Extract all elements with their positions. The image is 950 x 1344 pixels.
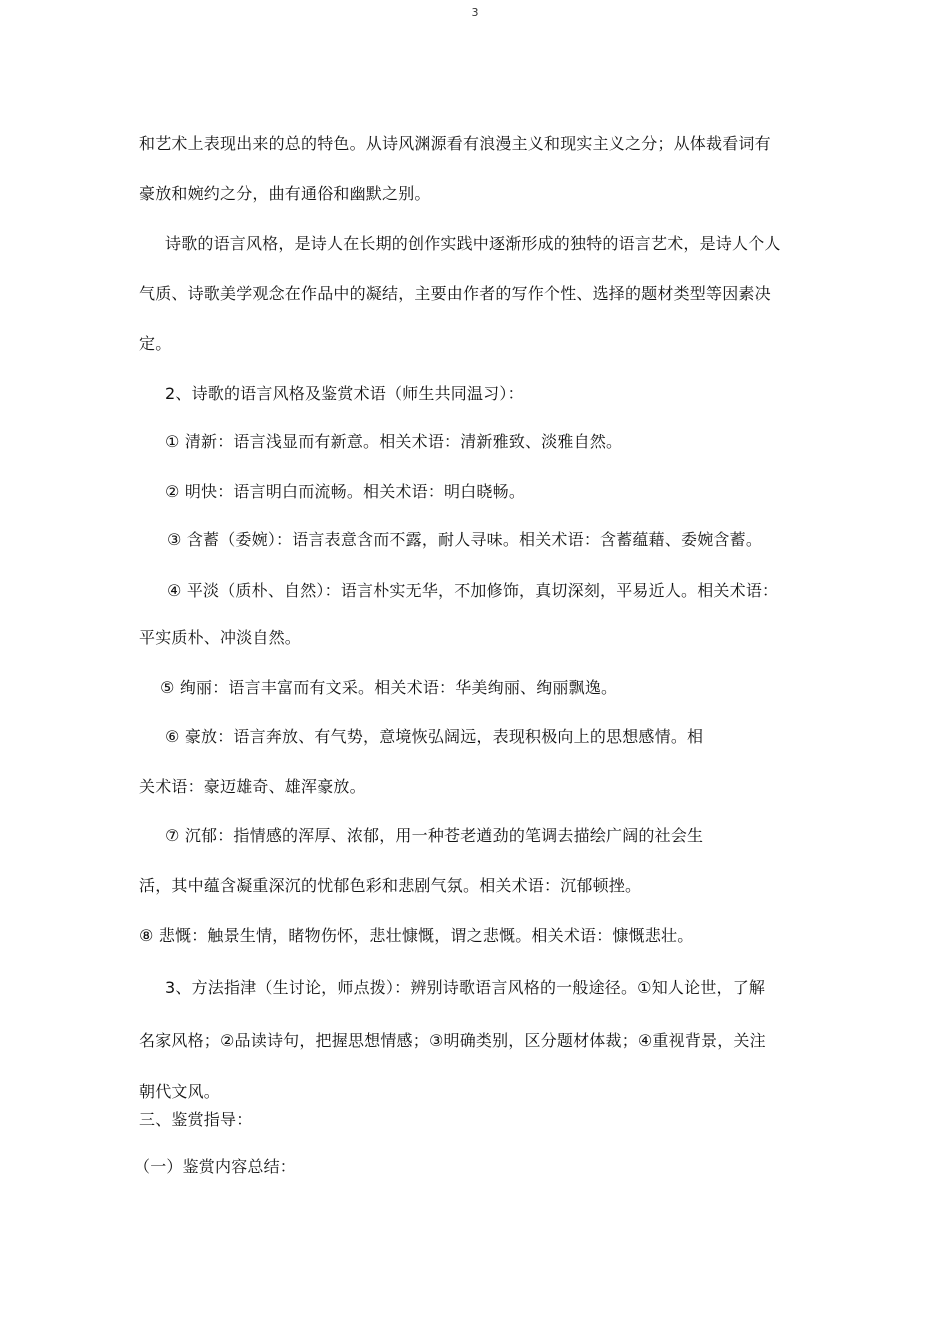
paragraph-line: 豪放和婉约之分，曲有通俗和幽默之别。 [139, 184, 431, 203]
section-heading: 3、方法指津（生讨论，师点拨）：辨别诗歌语言风格的一般途径。①知人论世，了解 [165, 978, 766, 997]
section-heading: 2、诗歌的语言风格及鉴赏术语（师生共同温习）： [165, 384, 524, 403]
list-item: ⑦ 沉郁：指情感的浑厚、浓郁，用一种苍老遒劲的笔调去描绘广阔的社会生 [165, 826, 704, 845]
paragraph-line: 活，其中蕴含凝重深沉的忧郁色彩和悲剧气氛。相关术语：沉郁顿挫。 [139, 876, 642, 895]
subsection-heading: （一）鉴赏内容总结： [134, 1157, 297, 1176]
paragraph-line: 定。 [139, 334, 172, 353]
list-item: ⑧ 悲慨：触景生情，睹物伤怀，悲壮慷慨，谓之悲慨。相关术语：慷慨悲壮。 [139, 926, 694, 945]
paragraph-line: 和艺术上表现出来的总的特色。从诗风渊源看有浪漫主义和现实主义之分；从体裁看词有 [139, 134, 771, 153]
list-item: ④ 平淡（质朴、自然）：语言朴实无华，不加修饰，真切深刻，平易近人。相关术语： [167, 581, 779, 600]
paragraph-line: 关术语：豪迈雄奇、雄浑豪放。 [139, 777, 366, 796]
paragraph-line: 朝代文风。 [139, 1082, 221, 1101]
list-item: ② 明快：语言明白而流畅。相关术语：明白晓畅。 [165, 482, 526, 501]
paragraph-line: 气质、诗歌美学观念在作品中的凝结，主要由作者的写作个性、选择的题材类型等因素决 [139, 284, 771, 303]
section-heading: 三、鉴赏指导： [139, 1110, 253, 1129]
list-item: ⑥ 豪放：语言奔放、有气势，意境恢弘阔远，表现积极向上的思想感情。相 [165, 727, 704, 746]
list-item: ① 清新：语言浅显而有新意。相关术语：清新雅致、淡雅自然。 [165, 432, 623, 451]
paragraph-line: 平实质朴、冲淡自然。 [139, 628, 302, 647]
paragraph-line: 名家风格；②品读诗句，把握思想情感；③明确类别，区分题材体裁；④重视背景，关注 [139, 1031, 766, 1050]
paragraph-line: 诗歌的语言风格，是诗人在长期的创作实践中逐渐形成的独特的语言艺术，是诗人个人 [165, 234, 781, 253]
page-number: 3 [471, 6, 479, 19]
list-item: ⑤ 绚丽：语言丰富而有文采。相关术语：华美绚丽、绚丽飘逸。 [160, 678, 618, 697]
list-item: ③ 含蓄（委婉）：语言表意含而不露，耐人寻味。相关术语：含蓄蕴藉、委婉含蓄。 [167, 530, 763, 549]
